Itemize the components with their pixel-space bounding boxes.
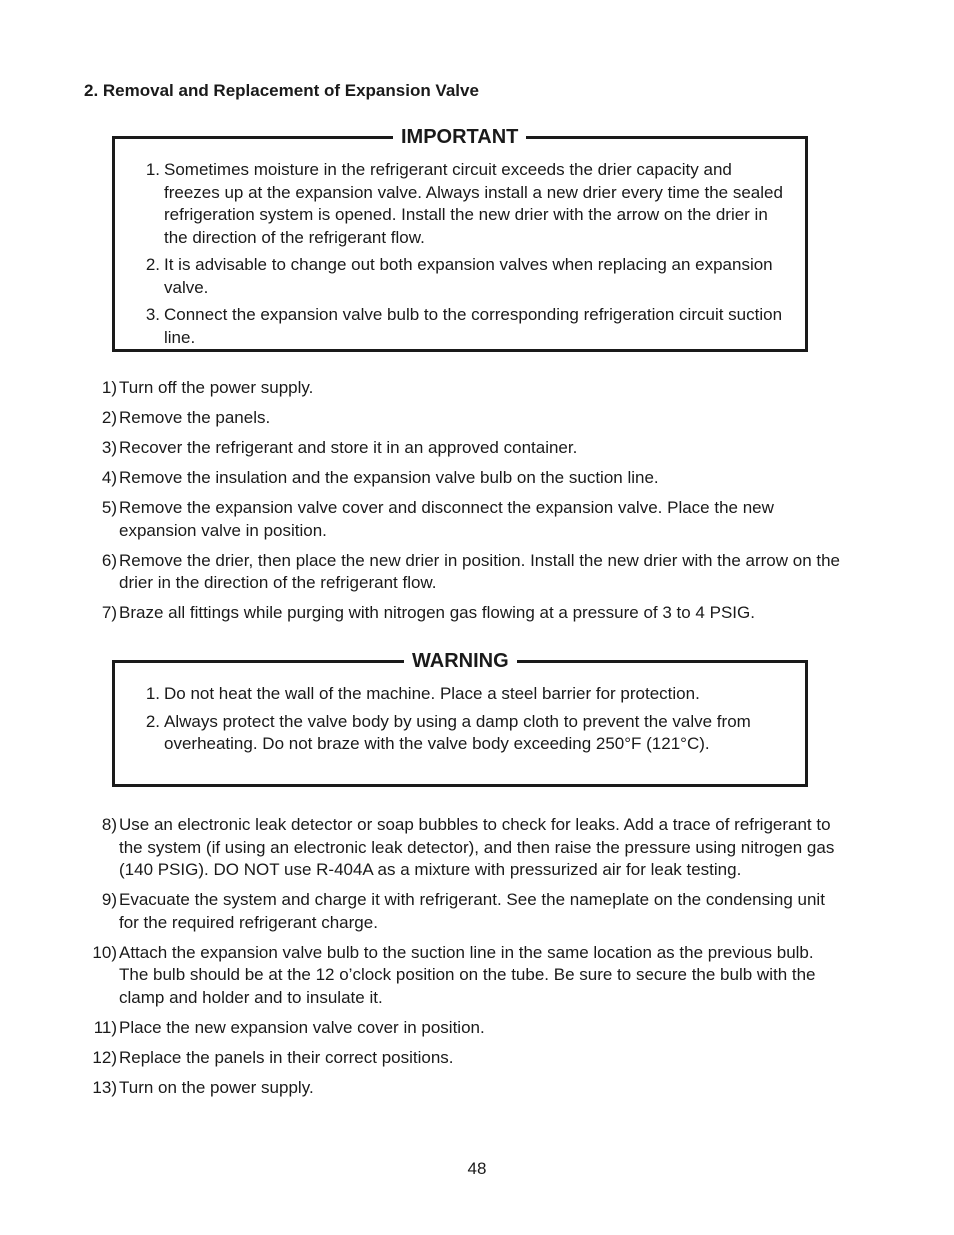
item-number: 1. bbox=[145, 684, 160, 703]
step-12 bbox=[84, 1047, 844, 1070]
item-text: Connect the expansion valve bulb to the corresponding refrigeration circuit suction line. bbox=[164, 305, 783, 347]
step-3 bbox=[84, 437, 844, 460]
step-7 bbox=[84, 602, 844, 625]
item-text: It is advisable to change out both expansion valves when replacing an expansion valve. bbox=[164, 255, 773, 297]
important-item-2 bbox=[140, 254, 787, 299]
step-number: 12) bbox=[92, 1047, 117, 1067]
warning-item-2 bbox=[140, 711, 787, 756]
item-text: Do not heat the wall of the machine. Place a steel barrier for protection. bbox=[164, 684, 700, 703]
section-title: 2. Removal and Replacement of Expansion Valve bbox=[84, 81, 479, 100]
important-item-1 bbox=[140, 159, 787, 249]
step-9 bbox=[84, 889, 844, 934]
step-number: 2) bbox=[101, 408, 117, 427]
warning-label: WARNING bbox=[404, 649, 517, 673]
step-text: Replace the panels in their correct positions. bbox=[119, 1047, 454, 1067]
step-number: 13) bbox=[92, 1077, 117, 1097]
item-text: Always protect the valve body by using a damp cloth to prevent the valve from overheating. Do not braze with the valve body exceeding 250°F (121°C). bbox=[164, 711, 751, 753]
step-number: 10) bbox=[92, 942, 117, 962]
step-number: 6) bbox=[101, 550, 117, 570]
important-list bbox=[140, 159, 787, 349]
step-text: Remove the insulation and the expansion valve bulb on the suction line. bbox=[119, 468, 659, 487]
important-box bbox=[112, 126, 808, 352]
item-number: 2. bbox=[145, 255, 160, 274]
item-number: 1. bbox=[145, 160, 160, 179]
important-label: IMPORTANT bbox=[393, 125, 526, 149]
step-text: Use an electronic leak detector or soap bubbles to check for leaks. Add a trace of refrigerant to the system (if using an electronic leak detector), and then raise the pressure using nitrogen gas (140 PSIG). DO NOT use R-404A as a mixture with pressurized air for leak testing. bbox=[119, 815, 835, 879]
procedure-steps-part-1 bbox=[84, 377, 844, 632]
step-11 bbox=[84, 1017, 844, 1040]
procedure-steps-part-2 bbox=[84, 814, 844, 1107]
step-number: 11) bbox=[93, 1017, 117, 1037]
step-text: Remove the drier, then place the new drier in position. Install the new drier with the arrow on the drier in the direction of the refrigerant flow. bbox=[119, 550, 840, 592]
warning-item-1 bbox=[140, 683, 787, 706]
step-number: 7) bbox=[101, 603, 117, 622]
step-13 bbox=[84, 1077, 844, 1100]
step-text: Braze all fittings while purging with nitrogen gas flowing at a pressure of 3 to 4 PSIG. bbox=[119, 603, 755, 622]
step-text: Recover the refrigerant and store it in an approved container. bbox=[119, 438, 578, 457]
step-8 bbox=[84, 814, 844, 882]
step-4 bbox=[84, 467, 844, 490]
step-number: 4) bbox=[101, 468, 117, 487]
step-number: 1) bbox=[101, 378, 117, 397]
step-1 bbox=[84, 377, 844, 400]
item-number: 3. bbox=[145, 305, 160, 324]
step-text: Remove the expansion valve cover and disconnect the expansion valve. Place the new expansion valve in position. bbox=[119, 498, 774, 540]
step-5 bbox=[84, 497, 844, 542]
step-text: Remove the panels. bbox=[119, 408, 271, 427]
step-number: 9) bbox=[101, 890, 117, 909]
step-number: 5) bbox=[101, 498, 117, 517]
step-text: Place the new expansion valve cover in position. bbox=[119, 1017, 485, 1037]
step-2 bbox=[84, 407, 844, 430]
step-text: Evacuate the system and charge it with refrigerant. See the nameplate on the condensing unit for the required refrigerant charge. bbox=[119, 890, 825, 932]
page-number: 48 bbox=[467, 1159, 487, 1178]
step-10 bbox=[84, 942, 844, 1010]
step-number: 8) bbox=[101, 815, 117, 834]
step-number: 3) bbox=[101, 438, 117, 457]
important-item-3 bbox=[140, 304, 787, 349]
warning-list bbox=[140, 683, 787, 756]
step-6 bbox=[84, 550, 844, 595]
step-text: Turn off the power supply. bbox=[119, 378, 314, 397]
step-text: Turn on the power supply. bbox=[119, 1077, 314, 1097]
step-text: Attach the expansion valve bulb to the suction line in the same location as the previous bulb. The bulb should be at the 12 o’clock position on the tube. Be sure to secure the bulb with the clamp and holder and to insulate it. bbox=[119, 942, 816, 1007]
item-text: Sometimes moisture in the refrigerant circuit exceeds the drier capacity and freezes up at the expansion valve. Always install a new drier every time the sealed refrigeration system is opened. Install the new drier with the arrow on the drier in the direction of the refrigerant flow. bbox=[164, 160, 783, 247]
item-number: 2. bbox=[145, 711, 160, 731]
warning-box bbox=[112, 650, 808, 787]
